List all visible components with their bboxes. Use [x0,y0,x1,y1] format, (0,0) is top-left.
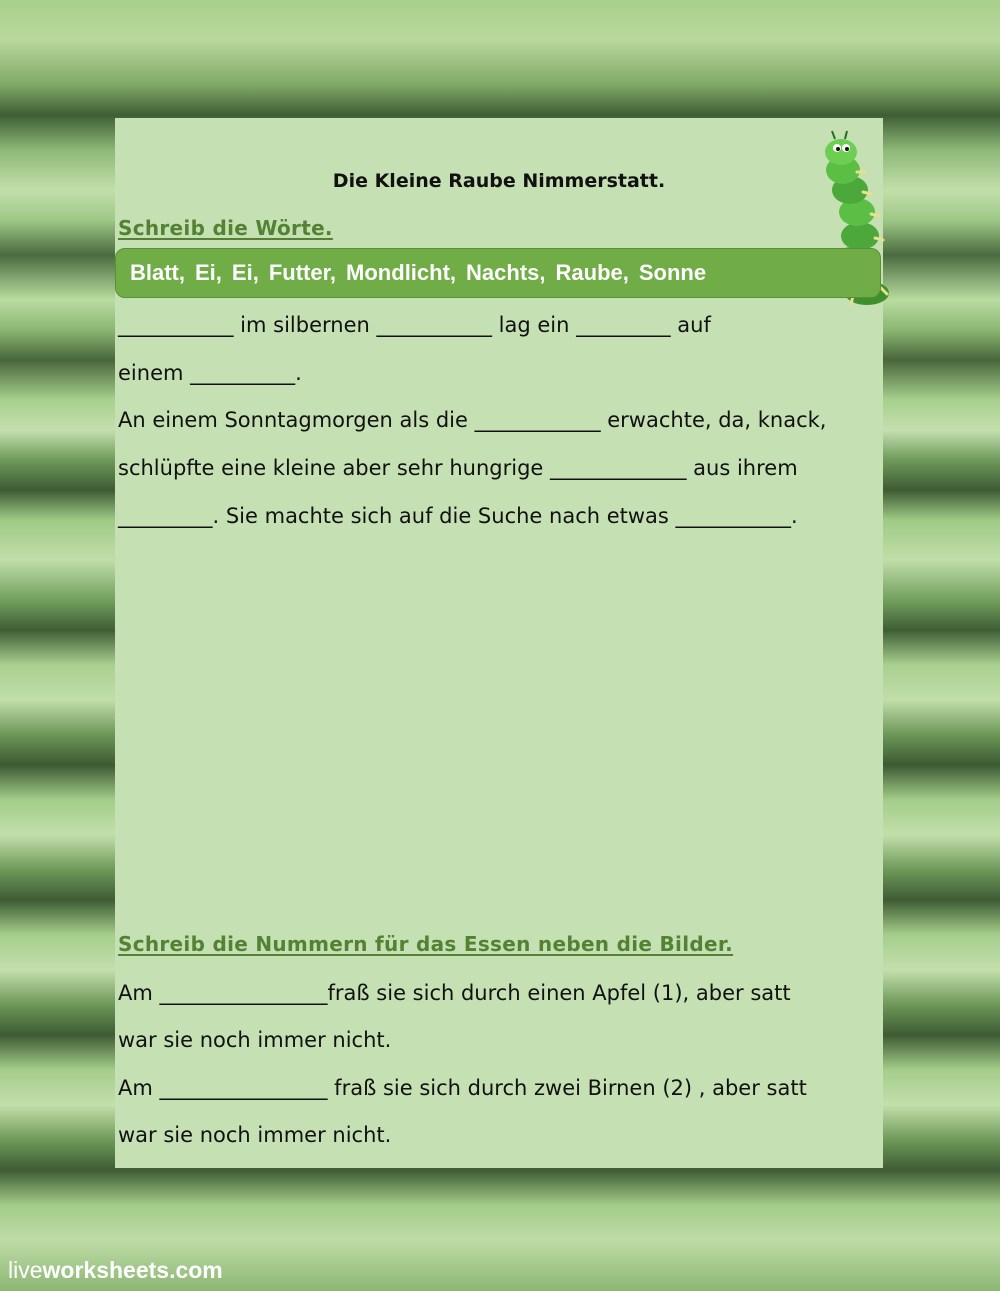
word-bank-item: Ei, [195,260,222,285]
logo-tld-text: .com [169,1257,223,1283]
text-line: war sie noch immer nicht. [118,1028,392,1052]
word-bank-item: Ei, [231,260,259,285]
text-line: An einem Sonntagmorgen als die ____________ erwachte, da, knack, [118,408,827,432]
text-line: einem __________. [118,361,302,385]
word-bank-item: Blatt, [130,260,185,285]
text-line: schlüpfte eine kleine aber sehr hungrige _____________ aus ihrem [118,456,798,480]
word-bank-item: Futter, [268,260,337,285]
liveworksheets-logo [8,1257,223,1284]
word-bank-item: Mondlicht, [346,260,457,285]
word-bank [115,248,881,298]
text-line: war sie noch immer nicht. [118,1123,392,1147]
text-line: ___________ im silbernen ___________ lag ein _________ auf [118,313,711,337]
logo-bold-text: worksheets [42,1257,170,1283]
logo-light-text: live [8,1257,43,1283]
page-title: Die Kleine Raube Nimmerstatt. [332,170,666,192]
text-line: Am ________________ fraß sie sich durch zwei Birnen (2) , aber satt [118,1076,807,1100]
section-heading-numbers: Schreib die Nummern für das Essen neben die Bilder. [118,932,734,956]
worksheet-page [115,118,883,1168]
word-bank-item: Nachts, [466,260,546,285]
word-bank-item: Raube, [555,260,629,285]
word-bank-item: Sonne [638,260,707,285]
section-heading-words: Schreib die Wörte. [118,216,333,240]
text-line: _________. Sie machte sich auf die Suche nach etwas ___________. [118,504,798,528]
text-line: Am ________________fraß sie sich durch einen Apfel (1), aber satt [118,981,791,1005]
